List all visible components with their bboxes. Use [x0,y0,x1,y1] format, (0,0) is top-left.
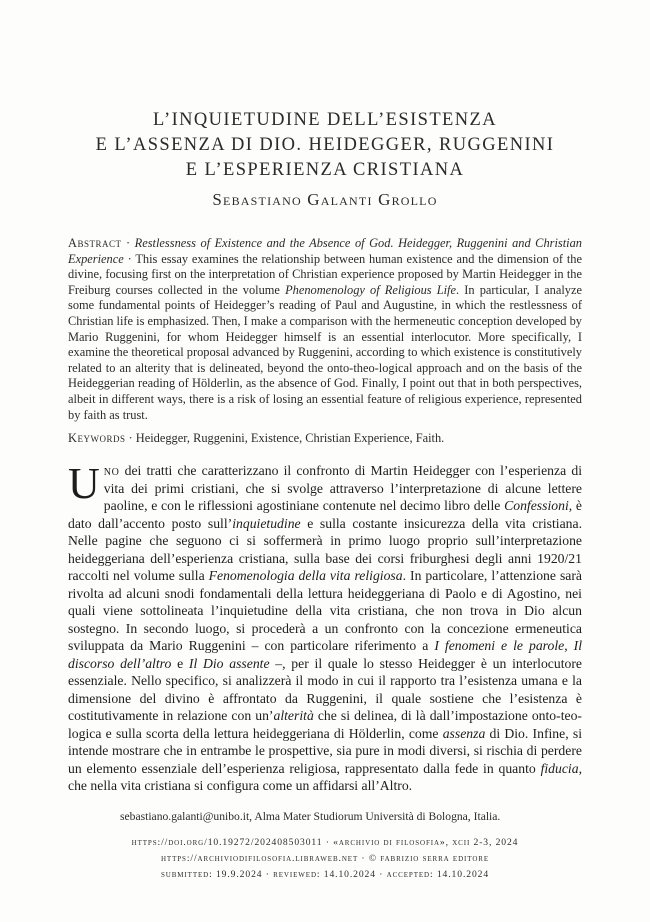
body-italic-1: Confessioni [504,498,569,513]
body-text-2: , è dato dall’accento posto sull’ [68,498,583,531]
abstract-separator: · [121,236,135,250]
title-line-3: E L’ESPERIENZA CRISTIANA [185,160,465,180]
keywords-separator: · [125,431,136,445]
body-italic-9: fiducia [540,760,579,776]
body-italic-3: Fenomenologia della vita religiosa [208,568,403,583]
body-text-7: –, per il quale lo stesso Heidegger è un interlocutore essenziale. Nello specifico, si analizzerà il modo in cui il rapporto tra l’esistenza umana e la dimensione del divino è affrontato da Ruggenini, il quale sostiene che l’esistenza è costitutivamente in relazione con un’ [68,655,582,723]
author-affiliation: sebastiano.galanti@unibo.it, Alma Mater Studiorum Università di Bologna, Italia. [120,810,501,823]
body-paragraph [68,459,583,795]
journal-url-line: https://archiviodifilosofia.libraweb.net · © fabrizio serra editore [160,853,490,864]
body-text-3: e sulla costante insicurezza della vita cristiana. Nelle pagine che seguono ci si soffermerà in primo luogo proprio sull’interpretazione heideggeriana dell’esperienza cristiana, sulla base dei corsi friburghesi degli anni 1920/21 raccolti nel volume sulla [68,515,582,583]
abstract [68,236,582,423]
body-text-6: e [171,655,189,671]
body-text-9: di Dio. Infine, si intende mostrare che in entrambe le prospettive, sia pure in modi diversi, si rischia di perdere un elemento essenziale dell’esperienza religiosa, rappresentato dalla fede in quanto [68,725,582,776]
body-italic-8: assenza [442,725,486,741]
abstract-english-title: Restlessness of Existence and the Absence of God. Heidegger, Ruggenini and Christian Experience [68,236,582,266]
author-name: Sebastiano Galanti Grollo [212,190,438,209]
body-italic-6: Il Dio assente [188,655,270,671]
article-title [0,108,650,183]
body-italic-4: I fenomeni e le parole [434,638,565,653]
body-italic-2: inquietudine [232,515,301,531]
abstract-book-title: Phenomenology of Religious Life [285,282,457,297]
body-text-5: , [564,638,574,653]
abstract-label: Abstract [68,236,122,250]
keywords-label: Keywords [68,431,126,445]
title-line-2: E L’ASSENZA DI DIO. HEIDEGGER, RUGGENINI [95,135,555,155]
body-italic-7: alterità [273,708,314,723]
keywords [68,431,582,446]
abstract-text-1: · This essay examines the relationship between human existence and the dimension of the divine, focusing first on the interpretation of Christian experience proposed by Martin Heidegger in the Freiburg courses collected in the volume [68,251,582,297]
title-line-1: L’INQUIETUDINE DELL’ESISTENZA [153,110,497,130]
body-text-4: . In particolare, l’attenzione sarà rivolta ad alcuni snodi fondamentali della lettura heideggeriana di Paolo e di Agostino, nei quali viene sottolineata l’inquietudine della vita cristiana, che non trova in Dio alcun sostegno. In secondo luogo, si procederà a un confronto con la concezione ermeneutica sviluppata da Mario Ruggenini – con particolare riferimento a [68,568,582,653]
body-text-10: , che nella vita cristiana si configura come un affidarsi all’Altro. [68,760,582,793]
body-italic-5: Il discorso dell’altro [68,638,583,671]
body-text-8: che si delinea, di là dall’impostazione onto-teo-logica e sulla scorta della lettura heideggeriana di Hölderlin, come [68,708,582,741]
body-text-1: dei tratti che caratterizzano il confronto di Martin Heidegger con l’esperienza di vita dei primi cristiani, che si svolge attraverso l’interpretazione di alcune lettere paoline, e con le riflessioni agostiniane contenute nel decimo libro delle [103,463,582,513]
submission-dates-line: submitted: 19.9.2024 · reviewed: 14.10.2024 · accepted: 14.10.2024 [160,869,490,880]
drop-cap: U [68,459,100,508]
doi-line: https://doi.org/10.19272/202408503011 · «archivio di filosofia», xcii 2-3, 2024 [131,837,519,848]
abstract-text-2: . In particular, I analyze some fundamental points of Heidegger’s reading of Paul and Augustine, in which the restlessness of Christian life is emphasized. Then, I make a comparison with the hermeneutic conception developed by Mario Ruggenini, for whom Heidegger himself is an essential interlocutor. More specifically, I examine the theoretical proposal advanced by Ruggenini, according to which existence is constitutively related to an alterity that is delineated, beyond the onto-theo-logical approach and on the basis of the Heideggerian reading of Hölderlin, as the absence of God. Finally, I point out that in both perspectives, albeit in different ways, there is a risk of losing an essential feature of religious experience, represented by faith as trust. [68,282,582,422]
keywords-list: Heidegger, Ruggenini, Existence, Christian Experience, Faith. [135,431,445,445]
first-word: no [103,463,120,478]
